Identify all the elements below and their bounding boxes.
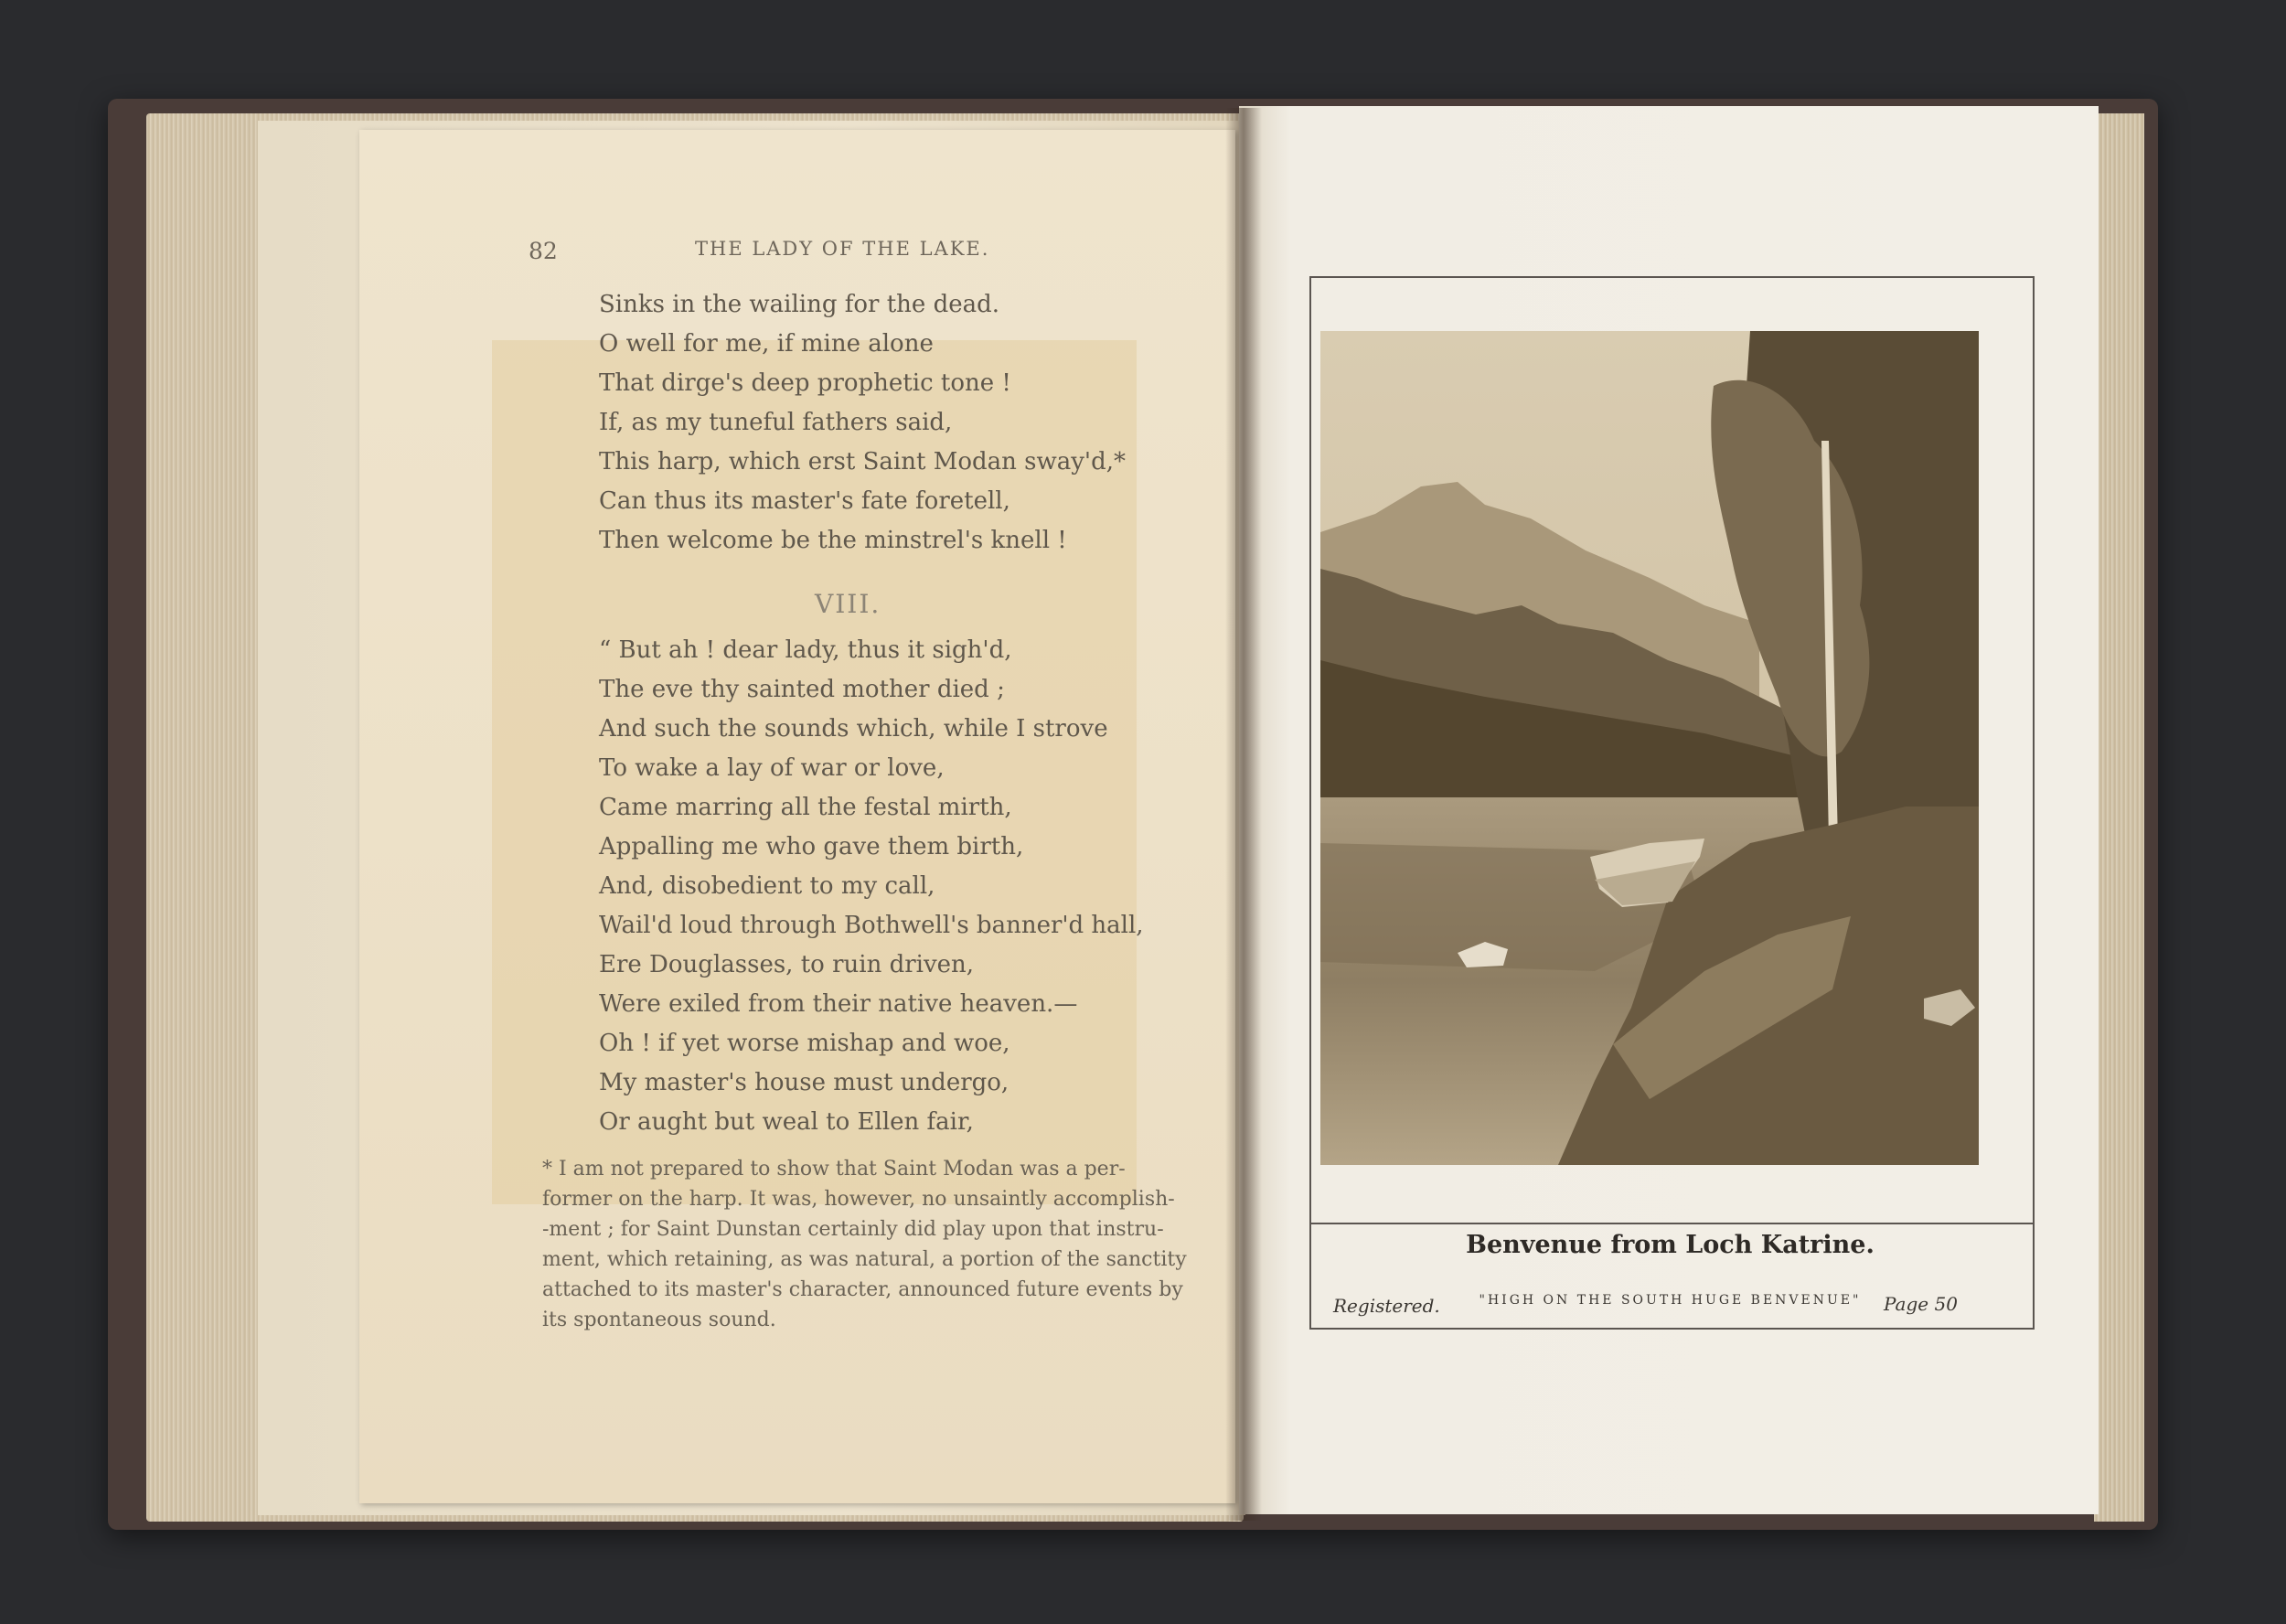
- footnote-line: -ment ; for Saint Dunstan certainly did play upon that instru-: [542, 1218, 1164, 1241]
- landscape-photograph[interactable]: [1320, 331, 1979, 1165]
- verse-bottom: [599, 631, 1239, 1142]
- verse-line: And such the sounds which, while I strove: [599, 715, 1108, 743]
- book-gutter: [1225, 108, 1262, 1521]
- footnote-line: ment, which retaining, as was natural, a portion of the sanctity: [542, 1248, 1187, 1271]
- section-number: VIII.: [815, 589, 881, 619]
- verse-line: That dirge's deep prophetic tone !: [599, 369, 1011, 397]
- verse-line: The eve thy sainted mother died ;: [599, 676, 1005, 703]
- verse-line: Wail'd loud through Bothwell's banner'd hall,: [599, 912, 1144, 939]
- footnote-line: former on the harp. It was, however, no unsaintly accomplish-: [542, 1188, 1175, 1211]
- tissue-page[interactable]: [359, 130, 1235, 1503]
- verse-line: Ere Douglasses, to ruin driven,: [599, 951, 975, 978]
- caption-divider: [1311, 1223, 2033, 1224]
- right-page-edges: [2094, 113, 2144, 1522]
- verse-line: “ But ah ! dear lady, thus it sigh'd,: [599, 636, 1012, 664]
- verse-top: [599, 285, 1239, 561]
- verse-line: Can thus its master's fate foretell,: [599, 487, 1010, 515]
- verse-line: And, disobedient to my call,: [599, 872, 935, 900]
- running-head: THE LADY OF THE LAKE.: [695, 238, 990, 260]
- caption-quote: "HIGH ON THE SOUTH HUGE BENVENUE": [1479, 1293, 1862, 1308]
- verse-line: To wake a lay of war or love,: [599, 754, 945, 782]
- caption-page-reference: Page 50: [1884, 1293, 1958, 1315]
- footnote-line: * I am not prepared to show that Saint Modan was a per-: [542, 1158, 1126, 1181]
- verse-line: Appalling me who gave them birth,: [599, 833, 1024, 860]
- verse-line: My master's house must undergo,: [599, 1069, 1009, 1096]
- footnote: [542, 1154, 1187, 1335]
- footnote-line: attached to its master's character, announced future events by: [542, 1278, 1183, 1301]
- verse-line: This harp, which erst Saint Modan sway'd,*: [599, 448, 1126, 475]
- photo-svg: [1320, 331, 1979, 1165]
- verse-line: Were exiled from their native heaven.—: [599, 990, 1078, 1018]
- verse-line: Oh ! if yet worse mishap and woe,: [599, 1030, 1010, 1057]
- verse-line: Came marring all the festal mirth,: [599, 794, 1012, 821]
- verse-line: Or aught but weal to Ellen fair,: [599, 1108, 974, 1136]
- verse-line: If, as my tuneful fathers said,: [599, 409, 953, 436]
- verse-line: Then welcome be the minstrel's knell !: [599, 527, 1067, 554]
- photo-caption-title: Benvenue from Loch Katrine.: [1466, 1231, 1875, 1259]
- verse-line: Sinks in the wailing for the dead.: [599, 291, 1000, 318]
- caption-registered: Registered.: [1333, 1295, 1440, 1317]
- footnote-line: its spontaneous sound.: [542, 1309, 776, 1331]
- verse-line: O well for me, if mine alone: [599, 330, 934, 358]
- page-number: 82: [529, 238, 558, 264]
